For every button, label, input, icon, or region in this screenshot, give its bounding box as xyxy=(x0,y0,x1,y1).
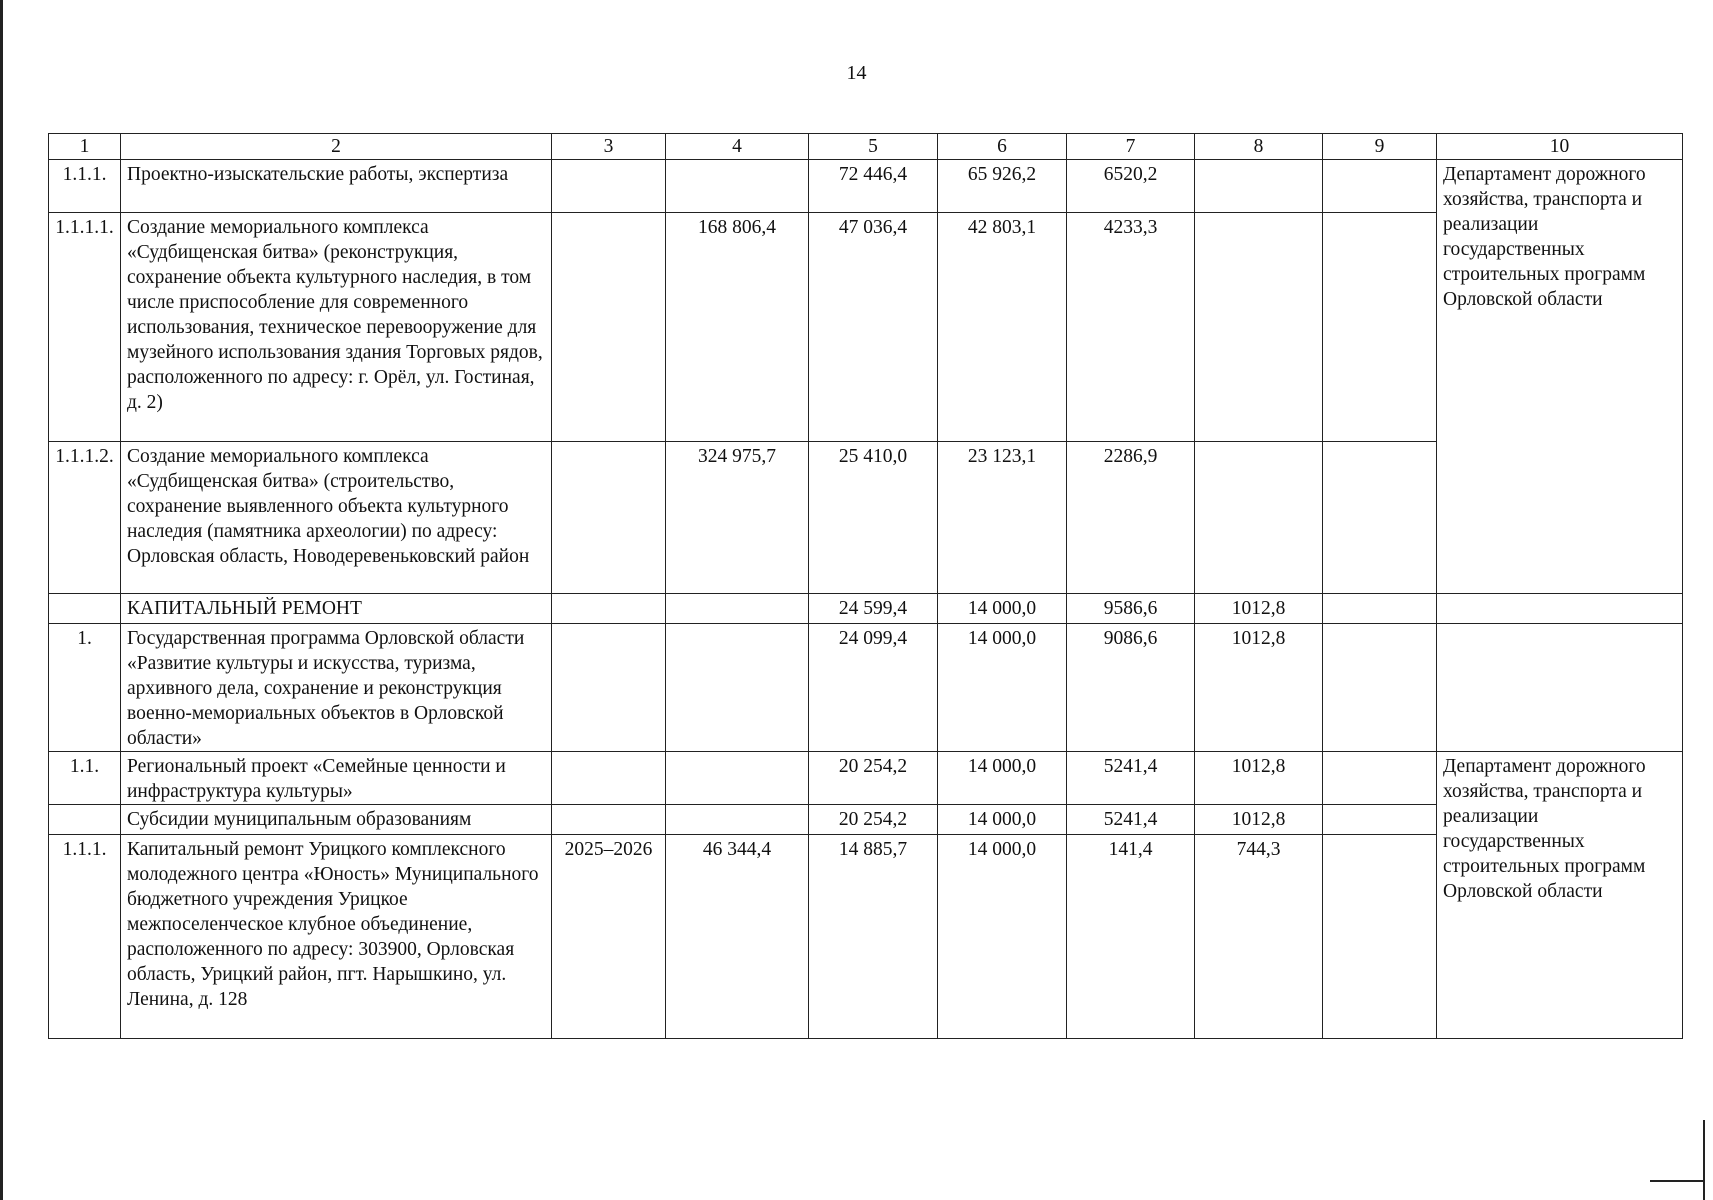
header-cell: 9 xyxy=(1323,134,1437,160)
row-col7: 5241,4 xyxy=(1067,752,1195,805)
row-total-cost: 168 806,4 xyxy=(666,213,809,442)
row-period xyxy=(552,805,666,835)
row-code: 1.1.1. xyxy=(49,835,121,1039)
row-col5: 47 036,4 xyxy=(809,213,938,442)
row-total-cost xyxy=(666,594,809,624)
row-col6: 14 000,0 xyxy=(938,594,1067,624)
row-col6: 65 926,2 xyxy=(938,160,1067,213)
row-title: Капитальный ремонт Урицкого комплексного молодежного центра «Юность» Муниципального бюджетного учреждения Урицкое межпоселенческое клубное объединение, расположенного по адресу: 303900, Орловская область, Урицкий район, пгт. Нарышкино, ул. Ленина, д. 128 xyxy=(121,835,552,1039)
row-code: 1. xyxy=(49,624,121,752)
row-col8: 1012,8 xyxy=(1195,752,1323,805)
budget-table xyxy=(48,133,1683,1039)
row-period xyxy=(552,594,666,624)
responsible-department: Департамент дорожного хозяйства, транспорта и реализации государственных строительных программ Орловской области xyxy=(1437,160,1683,594)
header-cell: 2 xyxy=(121,134,552,160)
row-col9 xyxy=(1323,594,1437,624)
row-col9 xyxy=(1323,160,1437,213)
row-col5: 24 099,4 xyxy=(809,624,938,752)
row-col6: 14 000,0 xyxy=(938,624,1067,752)
row-col9 xyxy=(1323,213,1437,442)
header-cell: 3 xyxy=(552,134,666,160)
row-col7: 9086,6 xyxy=(1067,624,1195,752)
row-period xyxy=(552,213,666,442)
row-col8: 1012,8 xyxy=(1195,624,1323,752)
row-col5: 25 410,0 xyxy=(809,442,938,594)
row-period xyxy=(552,442,666,594)
scan-left-edge xyxy=(0,0,3,1200)
row-col9 xyxy=(1323,805,1437,835)
row-code: 1.1.1. xyxy=(49,160,121,213)
header-cell: 7 xyxy=(1067,134,1195,160)
row-title: КАПИТАЛЬНЫЙ РЕМОНТ xyxy=(121,594,552,624)
row-title: Государственная программа Орловской области «Развитие культуры и искусства, туризма, архивного дела, сохранение и реконструкция военно-мемориальных объектов в Орловской области» xyxy=(121,624,552,752)
header-cell: 4 xyxy=(666,134,809,160)
row-title: Создание мемориального комплекса «Судбищенская битва» (реконструкция, сохранение объекта культурного наследия, в том числе приспособление для современного использования, техническое перевооружение для музейного использования здания Торговых рядов, расположенного по адресу: г. Орёл, ул. Гостиная, д. 2) xyxy=(121,213,552,442)
row-code: 1.1.1.2. xyxy=(49,442,121,594)
row-col10 xyxy=(1437,594,1683,624)
header-cell: 10 xyxy=(1437,134,1683,160)
row-col7: 9586,6 xyxy=(1067,594,1195,624)
row-col6: 23 123,1 xyxy=(938,442,1067,594)
header-cell: 1 xyxy=(49,134,121,160)
row-col8: 1012,8 xyxy=(1195,805,1323,835)
row-col7: 5241,4 xyxy=(1067,805,1195,835)
row-code: 1.1.1.1. xyxy=(49,213,121,442)
row-col6: 14 000,0 xyxy=(938,805,1067,835)
row-col7: 2286,9 xyxy=(1067,442,1195,594)
row-col8 xyxy=(1195,160,1323,213)
row-title: Региональный проект «Семейные ценности и инфраструктура культуры» xyxy=(121,752,552,805)
row-period xyxy=(552,624,666,752)
scan-right-edge xyxy=(1703,1120,1705,1200)
row-total-cost xyxy=(666,160,809,213)
row-total-cost xyxy=(666,805,809,835)
header-cell: 8 xyxy=(1195,134,1323,160)
row-title: Проектно-изыскательские работы, экспертиза xyxy=(121,160,552,213)
row-col5: 20 254,2 xyxy=(809,805,938,835)
row-total-cost xyxy=(666,624,809,752)
table-row xyxy=(49,594,1683,624)
row-total-cost: 324 975,7 xyxy=(666,442,809,594)
row-col5: 14 885,7 xyxy=(809,835,938,1039)
table-row xyxy=(49,624,1683,752)
row-col8 xyxy=(1195,213,1323,442)
header-cell: 6 xyxy=(938,134,1067,160)
row-col5: 24 599,4 xyxy=(809,594,938,624)
responsible-department: Департамент дорожного хозяйства, транспорта и реализации государственных строительных программ Орловской области xyxy=(1437,752,1683,1039)
row-col9 xyxy=(1323,442,1437,594)
row-period: 2025–2026 xyxy=(552,835,666,1039)
row-col8: 1012,8 xyxy=(1195,594,1323,624)
row-col9 xyxy=(1323,752,1437,805)
row-col7: 6520,2 xyxy=(1067,160,1195,213)
row-total-cost xyxy=(666,752,809,805)
row-col8: 744,3 xyxy=(1195,835,1323,1039)
row-code xyxy=(49,594,121,624)
row-title: Создание мемориального комплекса «Судбищенская битва» (строительство, сохранение выявленного объекта культурного наследия (памятника археологии) по адресу: Орловская область, Новодеревеньковский район xyxy=(121,442,552,594)
row-code: 1.1. xyxy=(49,752,121,805)
row-col6: 42 803,1 xyxy=(938,213,1067,442)
scan-bottom-mark xyxy=(1650,1180,1705,1182)
row-col6: 14 000,0 xyxy=(938,835,1067,1039)
row-col6: 14 000,0 xyxy=(938,752,1067,805)
row-col9 xyxy=(1323,835,1437,1039)
row-period xyxy=(552,752,666,805)
row-period xyxy=(552,160,666,213)
row-total-cost: 46 344,4 xyxy=(666,835,809,1039)
header-cell: 5 xyxy=(809,134,938,160)
row-col10 xyxy=(1437,624,1683,752)
page-number: 14 xyxy=(846,62,867,84)
table-header-row xyxy=(49,134,1683,160)
row-col5: 72 446,4 xyxy=(809,160,938,213)
row-col5: 20 254,2 xyxy=(809,752,938,805)
row-col7: 141,4 xyxy=(1067,835,1195,1039)
row-col8 xyxy=(1195,442,1323,594)
table-row xyxy=(49,752,1683,805)
table-row xyxy=(49,160,1683,213)
row-col7: 4233,3 xyxy=(1067,213,1195,442)
row-code xyxy=(49,805,121,835)
row-col9 xyxy=(1323,624,1437,752)
row-title: Субсидии муниципальным образованиям xyxy=(121,805,552,835)
